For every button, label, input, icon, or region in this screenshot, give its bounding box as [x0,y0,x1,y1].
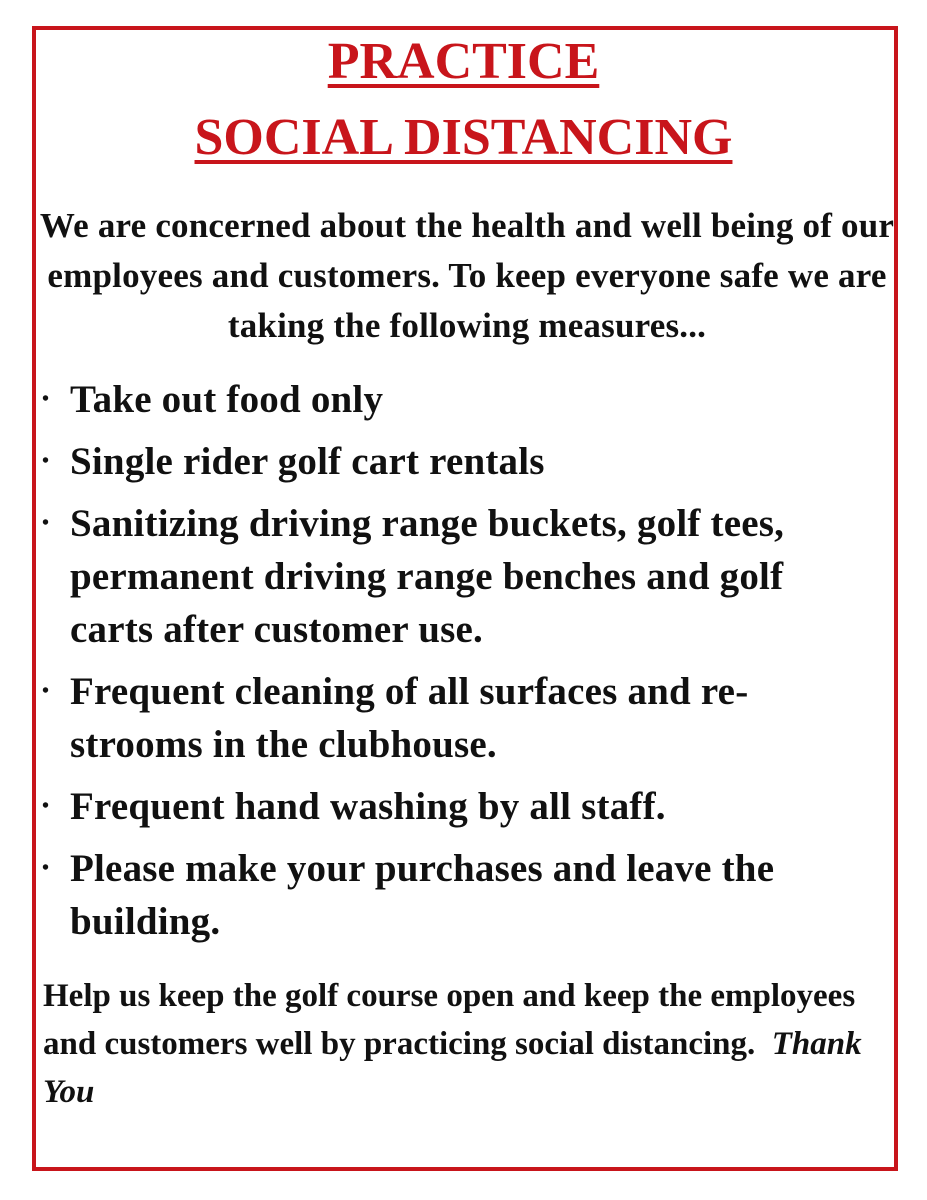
measures-list [40,373,870,957]
title-practice: PRACTICE [327,33,600,90]
measure-text: Single rider golf cart rentals [70,440,545,483]
measure-text: Frequent cleaning of all surfaces and re-strooms in the clubhouse. [70,670,749,766]
bullet-icon: • [42,450,50,472]
measure-item [40,842,870,948]
measure-item [40,780,870,833]
measure-item [40,497,870,656]
closing-text: Help us keep the golf course open and keep the employees and customers well by practicing social distancing. [43,978,856,1062]
bullet-icon: • [42,512,50,534]
measure-text: Take out food only [70,378,384,421]
closing-paragraph [43,972,893,1116]
measure-item [40,665,870,771]
intro-paragraph: We are concerned about the health and well being of our employees and customers. To keep everyone safe we are taking the following measures... [39,206,895,345]
measure-item [40,373,870,426]
bullet-icon: • [42,388,50,410]
thank-you-signoff: Thank You [43,1026,862,1110]
measure-item [40,435,870,488]
measure-text: Please make your purchases and leave the building. [70,847,775,943]
measure-text: Frequent hand washing by all staff. [70,785,666,828]
title-social-distancing: SOCIAL DISTANCING [194,109,733,166]
bullet-icon: • [42,857,50,879]
bullet-icon: • [42,680,50,702]
measure-text: Sanitizing driving range buckets, golf tees, permanent driving range benches and golf carts after customer use. [70,502,785,651]
bullet-icon: • [42,795,50,817]
